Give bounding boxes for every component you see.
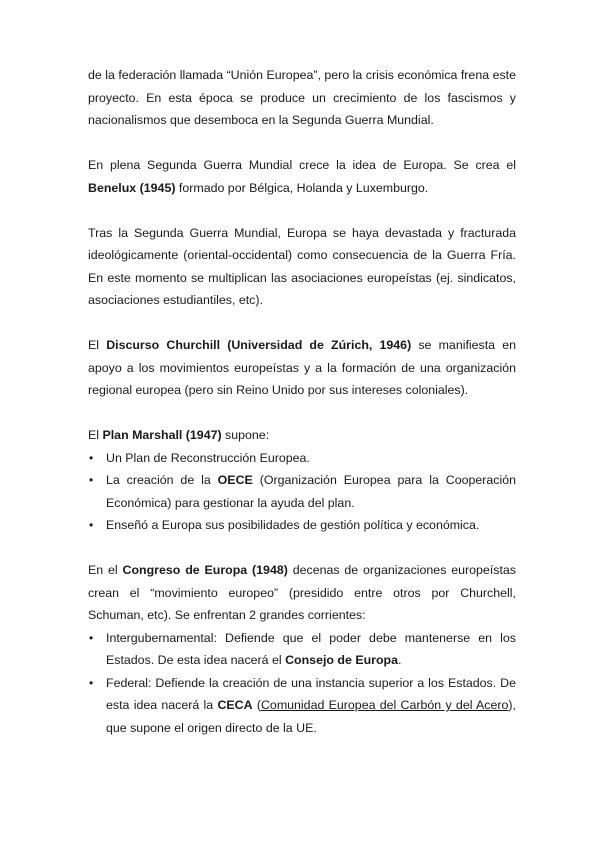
bold-congreso-europa: Congreso de Europa (1948) — [122, 563, 288, 577]
bold-discurso-churchill: Discurso Churchill (Universidad de Zúrich, 1946) — [106, 338, 412, 352]
list-plan-marshall — [88, 447, 516, 537]
underlined-ceca-name: Comunidad Europea del Carbón y del Acero — [260, 698, 509, 712]
bullet-icon: • — [89, 630, 94, 645]
paragraph-guerra-fria: Tras la Segunda Guerra Mundial, Europa se haya devastada y fracturada ideológicamente (oriental-occidental) como consecuencia de la Guerra Fría. En este momento se multiplican las asociaciones europeístas (ej. sindicatos, asociaciones estudiantiles, etc). — [88, 225, 516, 307]
list-item: • La creación de la OECE (Organización Europea para la Cooperación Económica) para gestionar la ayuda del plan. — [88, 469, 516, 514]
paragraph-discurso-churchill: El Discurso Churchill (Universidad de Zúrich, 1946) se manifiesta en apoyo a los movimientos europeístas y a la formación de una organización regional europea (pero sin Reino Unido por sus intereses coloniales). — [88, 338, 517, 397]
list-corrientes — [88, 627, 516, 740]
bullet-icon: • — [89, 518, 94, 532]
paragraph-benelux: En plena Segunda Guerra Mundial crece la idea de Europa. Se crea el Benelux (1945) formado por Bélgica, Holanda y Luxemburgo. — [88, 158, 516, 195]
paragraph-plan-marshall: El Plan Marshall (1947) supone: — [88, 428, 270, 442]
list-item: • Intergubernamental: Defiende que el poder debe mantenerse en los Estados. De esta idea nacerá el Consejo de Europa. — [88, 627, 516, 672]
list-item: • Enseñó a Europa sus posibilidades de gestión política y económica. — [88, 514, 516, 537]
list-item: • Un Plan de Reconstrucción Europea. — [88, 447, 516, 470]
bold-consejo-europa: Consejo de Europa — [285, 653, 399, 667]
paragraph-union-europea: de la federación llamada “Unión Europea”, pero la crisis económica frena este proyecto. En esta época se produce un crecimiento de los fascismos y nacionalismos que desemboca en la Segunda Guerra Mundial. — [88, 68, 516, 127]
bullet-icon: • — [89, 473, 94, 487]
list-item: • Federal: Defiende la creación de una instancia superior a los Estados. De esta idea nacerá la CECA (Comunidad Europea del Carbón y del Acero), que supone el origen directo de la UE. — [88, 672, 516, 740]
bullet-icon: • — [89, 450, 94, 465]
bullet-icon: • — [89, 675, 94, 690]
bold-oece: OECE — [217, 473, 253, 487]
bold-ceca: CECA — [217, 698, 253, 712]
spacer — [88, 537, 516, 560]
bold-benelux: Benelux (1945) — [88, 180, 176, 195]
paragraph-congreso-europa: En el Congreso de Europa (1948) decenas de organizaciones europeístas crean el “movimiento europeo” (presidido entre otros por Churchell, Schuman, etc). Se enfrentan 2 grandes corrientes: — [88, 563, 516, 622]
document-body — [88, 64, 516, 739]
bold-plan-marshall: Plan Marshall (1947) — [102, 428, 222, 442]
